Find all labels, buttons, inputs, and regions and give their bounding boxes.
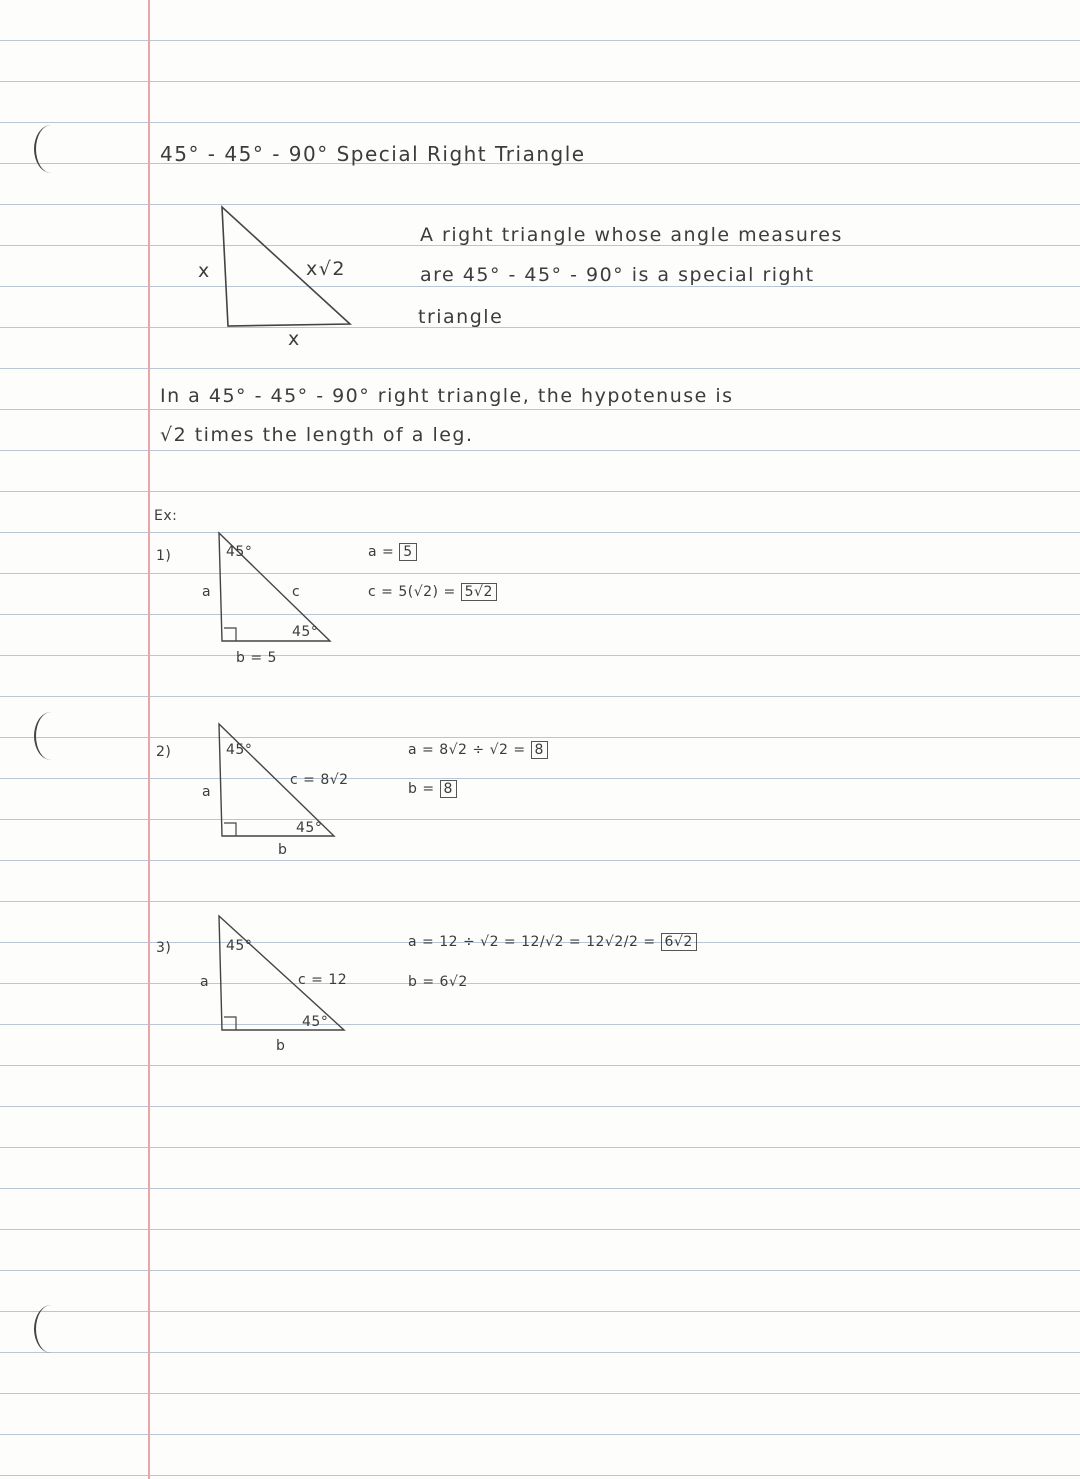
example-3-work-2-text: b = 6√2 <box>408 974 468 990</box>
example-1-hyp-label: c <box>292 584 301 600</box>
example-1-work-2-text: c = 5(√2) = <box>368 584 456 600</box>
example-2-number: 2) <box>156 744 172 760</box>
example-2-left-label: a <box>202 784 212 800</box>
example-2-top-angle: 45° <box>226 742 253 758</box>
example-2-work-2-answer: 8 <box>440 780 457 798</box>
definition-line-2: are 45° - 45° - 90° is a special right <box>420 264 815 286</box>
example-1-bottom-angle: 45° <box>292 624 319 640</box>
example-1-work-2-answer: 5√2 <box>461 583 497 601</box>
example-1-bottom-label: b = 5 <box>236 650 277 666</box>
main-leg-left-label: x <box>198 260 211 282</box>
page-title: 45° - 45° - 90° Special Right Triangle <box>160 142 586 166</box>
example-2-work-2-text: b = <box>408 781 435 797</box>
example-2-hyp-label: c = 8√2 <box>290 772 349 788</box>
rule-line-2: √2 times the length of a leg. <box>160 424 474 446</box>
example-3-left-label: a <box>200 974 210 990</box>
example-3-work-1-answer: 6√2 <box>661 933 697 951</box>
definition-line-3: triangle <box>418 306 504 328</box>
example-1-work-1-text: a = <box>368 544 395 560</box>
example-2-bottom-label: b <box>278 842 288 858</box>
example-3-bottom-angle: 45° <box>302 1014 329 1030</box>
example-2-work-1-answer: 8 <box>531 741 548 759</box>
example-3-work-1-text: a = 12 ÷ √2 = 12/√2 = 12√2/2 = <box>408 934 656 950</box>
example-2-work-1-text: a = 8√2 ÷ √2 = <box>408 742 526 758</box>
example-3-top-angle: 45° <box>226 938 253 954</box>
main-hypotenuse-label: x√2 <box>306 258 346 280</box>
example-1-top-angle: 45° <box>226 544 253 560</box>
example-3-bottom-label: b <box>276 1038 286 1054</box>
example-1-left-label: a <box>202 584 212 600</box>
example-1-number: 1) <box>156 548 172 564</box>
definition-line-1: A right triangle whose angle measures <box>420 224 843 246</box>
example-3-work-2 <box>408 974 468 990</box>
example-3-hyp-label: c = 12 <box>298 972 348 988</box>
example-3-work-1 <box>408 934 697 950</box>
rule-line-1: In a 45° - 45° - 90° right triangle, the hypotenuse is <box>160 385 734 407</box>
example-3-number: 3) <box>156 940 172 956</box>
examples-label: Ex: <box>154 508 178 524</box>
example-2-bottom-angle: 45° <box>296 820 323 836</box>
main-leg-bottom-label: x <box>288 328 301 350</box>
example-1-work-1-answer: 5 <box>399 543 416 561</box>
